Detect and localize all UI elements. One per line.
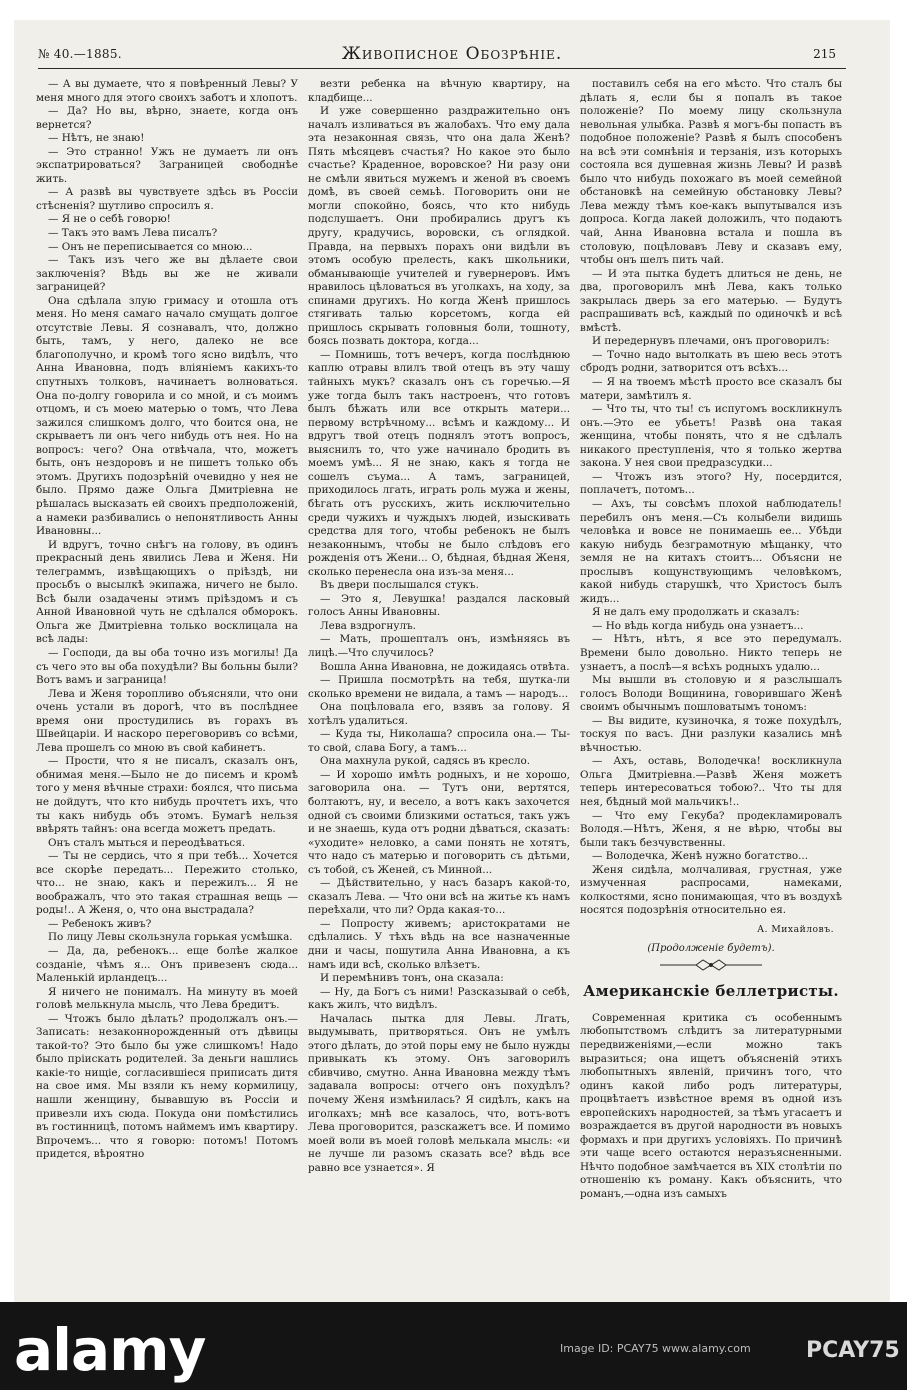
- column-3-paragraph: — Точно надо вытолкать въ шею весь этотъ сбродъ родни, затворится отъ всѣхъ...: [580, 348, 842, 375]
- column-1-paragraph: — А развѣ вы чувствуете здѣсь въ Россіи стѣсненія? шутливо спросилъ я.: [36, 186, 298, 212]
- page-number: 215: [813, 47, 836, 61]
- column-1-paragraph: — А вы думаете, что я повѣренный Левы? У меня много для этого своихъ заботъ и хлопотъ.: [36, 78, 298, 104]
- section-title: Американскіе беллетристы.: [583, 981, 839, 1000]
- column-3-paragraph: — Что ты, что ты! съ испугомъ воскликнулъ онъ.—Это ее убьетъ! Развѣ она такая женщина, чтобы понять, что я не сдѣлалъ никакого преступленія, что я только жертва закона. У нея свои предразсудки...: [580, 403, 842, 470]
- column-2-paragraph: Вошла Анна Ивановна, не дожидаясь отвѣта.: [320, 660, 570, 673]
- column-2-paragraph: Лева вздрогнулъ.: [320, 619, 416, 632]
- column-1-paragraph: — Онъ не переписывается со мною...: [48, 240, 253, 253]
- column-1-paragraph: — Господи, да вы оба точно изъ могилы! Да съ чего это вы оба похудѣли? Вы больны были? Вотъ вамъ и заграница!: [36, 646, 298, 687]
- text-column-3: [580, 78, 842, 1202]
- column-2-paragraph: — Это я, Левушка! раздался ласковый голосъ Анны Ивановны.: [308, 592, 570, 619]
- column-1-paragraph: — Ребенокъ живъ?: [48, 917, 152, 930]
- column-1-paragraph: Я ничего не понималъ. На минуту въ моей головѣ мелькнула мысль, что Лева бредитъ.: [36, 985, 298, 1012]
- ornament-divider: [656, 958, 766, 972]
- column-3-paragraph: — Володечка, Женѣ нужно богатство...: [592, 850, 809, 863]
- column-2-paragraph: — Куда ты, Николаша? спросила она.— Ты-то свой, слава Богу, а тамъ...: [308, 728, 570, 754]
- column-1-paragraph: — Я не о себѣ говорю!: [48, 213, 171, 226]
- author-signature: А. Михайловъ.: [757, 923, 834, 935]
- watermark-id: PCAY75: [806, 1338, 900, 1363]
- column-2-paragraph: Въ двери послышался стукъ.: [320, 579, 479, 592]
- column-3-paragraph: И передернувъ плечами, онъ проговорилъ:: [592, 335, 830, 348]
- column-2-paragraph: И уже совершенно раздражительно онъ началъ изливаться въ жалобахъ. Что ему дала эта незаконная связь, что она дала Женѣ? Пять мѣсяцевъ счастья? Но какое это было счастье? Краденное, воровское? Ни разу они не смѣли явиться мужемъ и женой въ своемъ домѣ, въ своей семьѣ. Поговорить они не могли спокойно, боясь, что кто нибудь подслушаетъ. Они пробирались другъ къ другу, крадучись, воровски, съ оглядкой. Правда, на первыхъ порахъ они видѣли въ этомъ особую прелесть, какъ школьники, обманывающіе учителей и гувернеровъ. Имъ нравилось цѣловаться въ уголкахъ, на ходу, за спинами другихъ. Но когда Женѣ пришлось стягивать талью корсетомъ, когда ей пришлось скрывать головныя боли, тошноту, боясь позвать доктора, когда...: [308, 105, 570, 348]
- column-3-paragraph: — Чтожъ изъ этого? Ну, посердится, поплачетъ, потомъ...: [580, 470, 842, 497]
- page-header: [14, 20, 890, 72]
- column-2-paragraph: — Ну, да Богъ съ ними! Разсказывай о себѣ, какъ жилъ, что видѣлъ.: [308, 985, 570, 1012]
- column-3-paragraph: — Я на твоемъ мѣстѣ просто все сказалъ бы матери, замѣтилъ я.: [580, 376, 842, 402]
- section-paragraph: Современная критика съ особеннымъ любопытствомъ слѣдитъ за литературными передвиженіями,—если можно такъ выразиться; она ищетъ объясненій этихъ любопытныхъ явленій, причинъ того, что одинъ какой либо родъ литературы, процвѣтаетъ извѣстное время въ одной изъ европейскихъ народностей, за тѣмъ угасаетъ и возраждается въ другой народности въ новыхъ формахъ и при другихъ условіяхъ. По причинѣ эти чаще всего остаются неразъясненными. Нѣчто подобное замѣчается въ XIX столѣтіи по отношенію къ роману. Какъ объяснить, что романъ,—одна изъ самыхъ: [580, 1011, 842, 1201]
- column-2-paragraph: И перемѣнивъ тонъ, она сказала:: [320, 972, 504, 985]
- column-3-paragraph: — Но вѣдь когда нибудь она узнаетъ...: [592, 619, 804, 632]
- masthead-title: Живописное Обозрѣніе.: [341, 44, 563, 64]
- column-2-paragraph: Она махнула рукой, садясь въ кресло.: [320, 755, 531, 768]
- column-2-paragraph: — Мать, прошепталъ онъ, измѣняясь въ лицѣ.—Что случилось?: [308, 633, 570, 659]
- column-3-story: [580, 78, 842, 918]
- column-3-paragraph: — Ахъ, оставь, Володечка! воскликнула Ольга Дмитріевна.—Развѣ Женя можетъ теперь интересоваться тобою?.. Что ты для нея, бѣдный мой мальчикъ!..: [580, 755, 842, 808]
- column-1-paragraph: — Да, да, ребенокъ... еще болѣе жалкое созданіе, чѣмъ я... Онъ привезенъ сюда... Маленькій ирландецъ...: [36, 945, 298, 985]
- column-3-paragraph: — И эта пытка будетъ длиться не день, не два, проговорилъ мнѣ Лева, какъ только закрылась дверь за его матерью. — Будутъ распрашивать всѣ, каждый по одиночкѣ и всѣ вмѣстѣ.: [580, 267, 842, 334]
- column-1-paragraph: — Это странно! Ужъ не думаетъ ли онъ экспатрироваться? Заграницей свободнѣе жить.: [36, 145, 298, 185]
- column-1-paragraph: Онъ сталъ мыться и переодѣваться.: [48, 836, 246, 849]
- column-2-paragraph: везти ребенка на вѣчную квартиру, на кладбище...: [308, 78, 570, 104]
- column-1-paragraph: — Да? Но вы, вѣрно, знаете, когда онъ вернется?: [36, 105, 298, 131]
- column-2-paragraph: — И хорошо имѣть родныхъ, и не хорошо, заговорила она. — Тутъ они, вертятся, болтаютъ, ну, и весело, а вотъ какъ захочется одной съ своими близкими остаться, такъ ужъ и не знаешь, куда отъ родни дѣваться, сказать: «уходите» неловко, а сами понять не хотятъ, что надо съ матерью и поговорить съ дѣтьми, съ тобой, съ Женей, съ Минной...: [308, 768, 570, 876]
- column-1-paragraph: — Такъ это вамъ Лева писалъ?: [48, 227, 218, 240]
- watermark-logo: alamy: [14, 1316, 206, 1384]
- column-1-paragraph: И вдругъ, точно снѣгъ на голову, въ одинъ прекрасный день явились Лева и Женя. Ни телеграммъ, извѣщающихъ о пріѣздѣ, ни просьбъ о высылкѣ экипажа, ничего не было. Всѣ были озадачены этимъ пріѣздомъ и съ Анной Ивановной чуть не сдѣлался обморокъ. Ольга же Дмитріевна только восклицала на всѣ лады:: [36, 538, 298, 646]
- watermark-strip: Image ID: PCAY75 www.alamy.com: [560, 1342, 751, 1355]
- text-column-2: [308, 78, 570, 1175]
- column-3-paragraph: поставилъ себя на его мѣсто. Что сталъ бы дѣлать я, если бы я попалъ въ такое положеніе? По моему лицу скользнула невольная улыбка. Развѣ я могъ-бы попасть въ подобное положеніе? Развѣ я былъ способенъ на всѣ эти сомнѣнія и терзанія, изъ которыхъ состояла вся душевная жизнь Левы? И развѣ было что нибудь похожаго въ моей семейной обстановкѣ на семейную обстановку Левы? Лева между тѣмъ кое-какъ выпутывался изъ допроса. Когда лакей доложилъ, что подаютъ чай, Анна Ивановна встала и пошла въ столовую, поцѣловавъ Леву и сказавъ ему, чтобы онъ шелъ пить чай.: [580, 78, 842, 267]
- column-2-paragraph: — Попросту живемъ; аристократами не сдѣлались. У тѣхъ вѣдь на все назначенные дни и часы, пошутила Анна Ивановна, а къ намъ иди всѣ, сколько влѣзетъ.: [308, 917, 570, 971]
- column-2-paragraph: Она поцѣловала его, взявъ за голову. Я хотѣлъ удалиться.: [308, 701, 570, 727]
- column-2-paragraph: — Помнишь, тотъ вечеръ, когда послѣднюю каплю отравы влилъ твой отецъ въ эту чашу тайныхъ мукъ? сказалъ онъ съ горечью.—Я уже тогда былъ такъ настроенъ, что готовъ былъ бѣжать или все открыть матери... первому встрѣчному... всѣмъ и каждому... И вдругъ твой отецъ поднялъ этотъ вопросъ, выяснилъ то, что уже начинало бродить въ моемъ умѣ... Я не знаю, какъ я тогда не сошелъ съума... А тамъ, заграницей, приходилось лгать, играть роль мужа и жены, бѣгать отъ русскихъ, жить исключительно среди чужихъ и чуждыхъ людей, изыскивать средства для того, чтобы ребенокъ не былъ незаконнымъ, чтобы не было слѣдовъ его рожденія отъ Жени... О, бѣдная, бѣдная Женя, сколько перенесла она изъ-за меня...: [308, 348, 570, 578]
- column-1-paragraph: — Ты не сердись, что я при тебѣ... Хочется все скорѣе передать... Пережито столько, что... не знаю, какъ и пережилъ... Я не воображалъ, что это такая страшная вещь — роды!.. А Женя, о, что она выстрадала?: [36, 850, 298, 917]
- column-3-paragraph: — Что ему Гекуба? продекламировалъ Володя.—Нѣтъ, Женя, я не вѣрю, чтобы вы были такъ безчувственны.: [580, 809, 842, 849]
- newspaper-page: [14, 20, 890, 1302]
- column-1-paragraph: — Чтожъ было дѣлать? продолжалъ онъ.— Записать: незаконнорожденный отъ дѣвицы такой-то? Это было бы уже слишкомъ! Надо было пріискать родителей. За деньги нашлись какіе-то нищіе, согласившіеся приписать дитя на свое имя. Мы взяли къ нему кормилицу, нашли женщину, бывавшую въ Россіи и привезли ихъ сюда. Покуда они помѣстились въ гостинницѣ, потомъ наймемъ имъ квартиру. Впрочемъ... что я говорю: потомъ! Потомъ придется, вѣроятно: [36, 1012, 298, 1161]
- column-3-paragraph: Мы вышли въ столовую и я разслышалъ голосъ Володи Вощинина, говорившаго Женѣ своимъ обычнымъ пошловатымъ тономъ:: [580, 674, 842, 714]
- text-column-1: [36, 78, 298, 1162]
- continued-note: (Продолженіе будетъ).: [647, 942, 775, 954]
- column-3-paragraph: Женя сидѣла, молчаливая, грустная, уже измученная распросами, намеками, колкостями, ясно понимающая, что въ воздухѣ носятся подозрѣнія относительно ея.: [580, 863, 842, 917]
- header-rule: [38, 68, 846, 69]
- column-2-paragraph: Началась пытка для Левы. Лгать, выдумывать, притворяться. Онъ не умѣлъ этого дѣлать, до этой поры ему не было нужды привыкать къ этому. Онъ заговорилъ сбивчиво, смутно. Анна Ивановна между тѣмъ задавала вопросы: отчего онъ похудѣлъ? почему Женя измѣнилась? Я сидѣлъ, какъ на иголкахъ; мнѣ все казалось, что, вотъ-вотъ Лева проговорится, разскажетъ все. И помимо моей воли въ моей головѣ мелькала мысль: «и не лучше ли разомъ сказать все? вѣдь все равно все узнается». Я: [308, 1012, 570, 1174]
- column-1-paragraph: Она сдѣлала злую гримасу и отошла отъ меня. Но меня самаго начало смущать долгое отсутствіе Левы. Я сознавалъ, что, должно быть, тамъ, у него, далеко не все благополучно, и кромѣ того ясно видѣлъ, что Анна Ивановна, подъ вліяніемъ какихъ-то спутныхъ толковъ, начинаетъ волноваться. Она по-долгу говорила и со мной, и съ моимъ отцомъ, и съ моею матерью о томъ, что Лева зажился слишкомъ долго, что боится она, не скрываетъ ли онъ чего нибудь отъ нея. Но на вопросъ: чего? Она отвѣчала, что, можетъ быть, онъ нездоровъ и не пишетъ только объ этомъ. Другихъ подозрѣній очевидно у нея не было. Прямо даже Ольга Дмитріевна не рѣшалась высказать ей своихъ предположеній, а намеки разбивались о непонятливость Анны Ивановны...: [36, 294, 298, 538]
- column-1-paragraph: По лицу Левы скользнула горькая усмѣшка.: [48, 931, 293, 944]
- column-3-paragraph: — Нѣтъ, нѣтъ, я все это передумалъ. Времени было довольно. Никто теперь не узнаетъ, а послѣ—я всѣхъ родныхъ удалю...: [580, 633, 842, 673]
- column-2-paragraph: — Пришла посмотрѣть на тебя, шутка-ли сколько времени не видала, а тамъ — народъ...: [308, 674, 570, 700]
- column-2-paragraph: — Дѣйствительно, у насъ базаръ какой-то, сказалъ Лева. — Что они всѣ на житье къ намъ переѣхали, что ли? Орда какая-то...: [308, 877, 570, 917]
- column-1-paragraph: — Такъ изъ чего же вы дѣлаете свои заключенія? Вѣдь вы же не живали заграницей?: [36, 254, 298, 294]
- issue-number: № 40.—1885.: [38, 47, 122, 61]
- column-1-paragraph: — Нѣтъ, не знаю!: [48, 132, 145, 145]
- column-1-paragraph: — Прости, что я не писалъ, сказалъ онъ, обнимая меня.—Было не до писемъ и кромѣ того у меня вѣчные страхи: боялся, что письма не дойдутъ, что кто нибудь прочтетъ ихъ, что ты какъ нибудь объ этомъ. Бумагѣ нельзя ввѣрять тайнъ: она всегда можетъ предать.: [36, 755, 298, 836]
- column-3-paragraph: — Вы видите, кузиночка, я тоже похудѣлъ, тоскуя по васъ. Дни разлуки казались мнѣ вѣчностью.: [580, 714, 842, 754]
- column-1-paragraph: Лева и Женя торопливо объясняли, что они очень устали въ дорогѣ, что въ послѣднее время они простудились въ горахъ въ Швейцаріи. И наскоро переговоривъ со всѣми, Лева прошелъ со мною въ свой кабинетъ.: [36, 687, 298, 754]
- column-3-paragraph: Я не далъ ему продолжать и сказалъ:: [592, 606, 800, 619]
- column-3-paragraph: — Ахъ, ты совсѣмъ плохой наблюдатель! перебилъ онъ меня.—Съ колыбели видишь человѣка и вовсе не понимаешь ее... Убѣди какую нибудь безграмотную мѣщанку, что земля не на китахъ стоитъ... Объясни не прослывъ кощунствующимъ человѣкомъ, какой нибудь старушкѣ, что Христосъ былъ жидъ...: [580, 497, 842, 605]
